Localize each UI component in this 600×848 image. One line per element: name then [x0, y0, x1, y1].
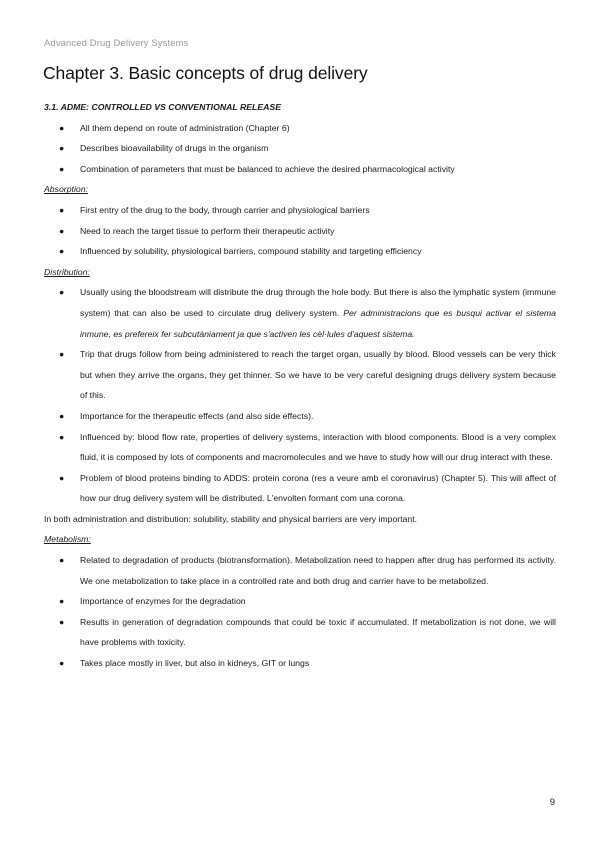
bullet-icon: ●: [59, 472, 65, 483]
bullet-icon: ●: [59, 349, 65, 360]
subsection-heading: 3.1. ADME: CONTROLLED VS CONVENTIONAL RELEASE: [44, 102, 281, 112]
running-header: Advanced Drug Delivery Systems: [44, 38, 189, 49]
page-body: [44, 97, 556, 674]
metabolism-heading: Metabolism:: [44, 534, 91, 545]
bullet-icon: ●: [59, 246, 65, 257]
list-item: ● Importance of enzymes for the degradation: [44, 591, 556, 612]
bullet-icon: ●: [59, 410, 65, 421]
list-item: ● Takes place mostly in liver, but also in kidneys, GIT or lungs: [44, 653, 556, 674]
list-item: ● Need to reach the target tissue to perform their therapeutic activity: [44, 221, 556, 242]
list-item: ● Trip that drugs follow from being administered to reach the target organ, usually by blood. Blood vessels can be very thick but when they arrive the organs, they get thinner. So we have to be very careful designing drugs delivery system because of this.: [44, 344, 556, 406]
list-item: ● Usually using the bloodstream will distribute the drug through the hole body. But there is also the lymphatic system (immune system) that can also be used to circulate drug delivery system. Per administracions que es busqui activar el sistema inmune, es prefereix fer subcutàniament ja que s'activen les cèl·lules d'aquest sistema.: [44, 282, 556, 344]
list-item: ● Problem of blood proteins binding to ADDS: protein corona (res a veure amb el coronavirus) (Chapter 5). This will affect of how our drug delivery system will be distributed. L'envolten formant com una corona.: [44, 468, 556, 509]
list-item: ● Influenced by: blood flow rate, properties of delivery systems, interaction with blood components. Blood is a very complex fluid, it is composed by lots of components and macromolecules and we have to study how will our drug interact with these.: [44, 427, 556, 468]
bullet-icon: ●: [59, 616, 65, 627]
list-item: ● Results in generation of degradation compounds that could be toxic if accumulated. If metabolization is not done, we will have problems with toxicity.: [44, 612, 556, 653]
both-note: In both administration and distribution: solubility, stability and physical barriers are very important.: [44, 513, 418, 524]
bullet-icon: ●: [59, 225, 65, 236]
distribution-list: [44, 282, 556, 509]
bullet-icon: ●: [59, 287, 65, 298]
list-item: ● Influenced by solubility, physiological barriers, compound stability and targeting efficiency: [44, 241, 556, 262]
absorption-heading: Absorption:: [44, 184, 88, 195]
page-number: 9: [549, 797, 555, 808]
catalan-note: Per administracions que es busqui activar el sistema inmune, es prefereix fer subcutàniament ja que s'activen les cèl·lules d'aquest sistema.: [80, 307, 556, 339]
bullet-icon: ●: [59, 431, 65, 442]
list-item: ● Describes bioavailability of drugs in the organism: [44, 138, 556, 159]
bullet-icon: ●: [59, 658, 65, 669]
bullet-icon: ●: [59, 555, 65, 566]
list-item: ● Related to degradation of products (biotransformation). Metabolization need to happen after drug has performed its activity. We one metabolization to take place in a controlled rate and both drug and carrier have to be metabolized.: [44, 550, 556, 591]
distribution-heading: Distribution:: [44, 266, 90, 277]
list-item: ● Importance for the therapeutic effects (and also side effects).: [44, 406, 556, 427]
bullet-icon: ●: [59, 143, 65, 154]
bullet-icon: ●: [59, 596, 65, 607]
list-item: ● First entry of the drug to the body, through carrier and physiological barriers: [44, 200, 556, 221]
absorption-list: [44, 200, 556, 262]
metabolism-list: [44, 550, 556, 674]
bullet-icon: ●: [59, 204, 65, 215]
intro-list: [44, 118, 556, 180]
bullet-icon: ●: [59, 122, 65, 133]
chapter-title: Chapter 3. Basic concepts of drug delivery: [43, 63, 368, 83]
list-item: ● All them depend on route of administration (Chapter 6): [44, 118, 556, 139]
list-item: ● Combination of parameters that must be balanced to achieve the desired pharmacological activity: [44, 159, 556, 180]
bullet-icon: ●: [59, 163, 65, 174]
